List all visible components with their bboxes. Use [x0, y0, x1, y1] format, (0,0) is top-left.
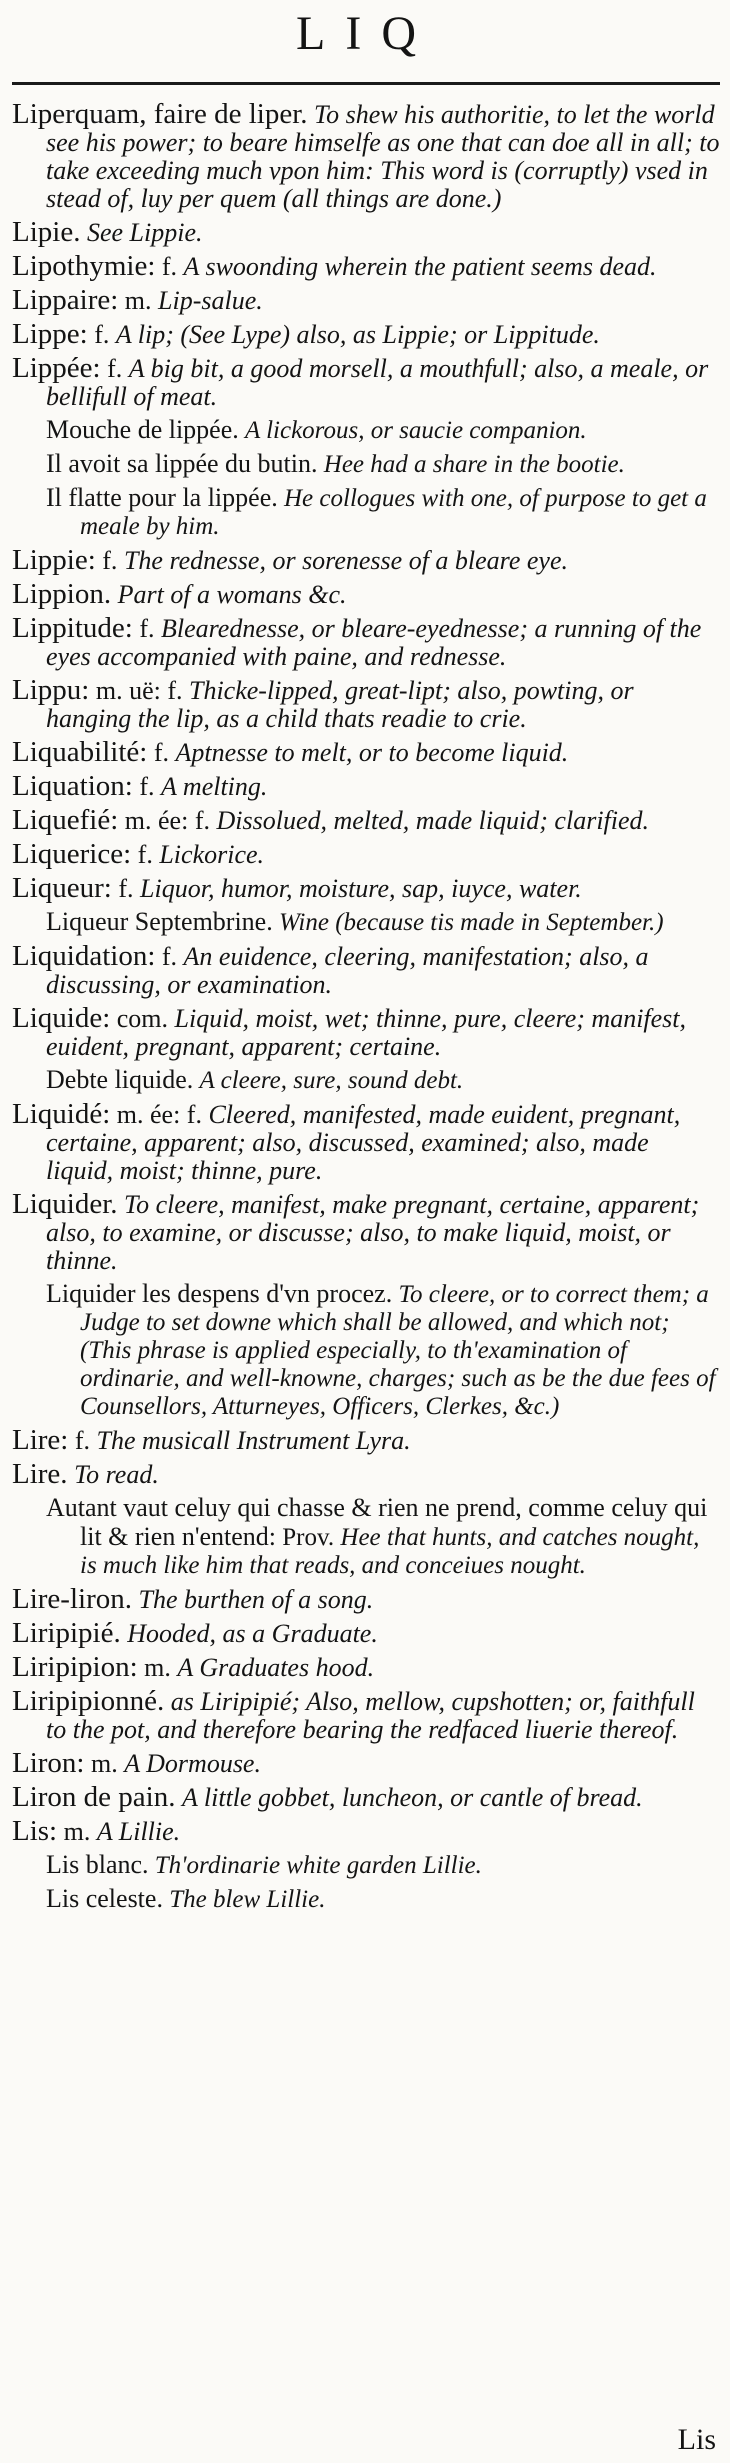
- dictionary-entry: [12, 1749, 720, 1778]
- dictionary-entry: [12, 218, 720, 247]
- grammar-label: m.: [91, 1749, 118, 1778]
- definition: The blew Lillie.: [169, 1886, 326, 1913]
- grammar-label: f.: [139, 772, 155, 801]
- headword: Lire:: [12, 1424, 69, 1456]
- definition: Thicke-lipped, great-lipt; also, powting, or hanging the lip, as a child thats readie to crie.: [46, 676, 634, 733]
- definition: A swoonding wherein the patient seems dead.: [183, 252, 657, 281]
- headword: Liquider les despens d'vn procez.: [46, 1279, 393, 1308]
- definition: The rednesse, or sorenesse of a bleare eye.: [123, 546, 568, 575]
- grammar-label: Prov.: [282, 1524, 335, 1551]
- headword: Liron de pain.: [12, 1781, 176, 1813]
- dictionary-entry: [12, 286, 720, 315]
- definition: Blearednesse, or bleare-eyednesse; a running of the eyes accompanied with paine, and rednesse.: [46, 614, 702, 671]
- dictionary-entry: [12, 546, 720, 575]
- headword: Liquidation:: [12, 940, 156, 972]
- sub-entry: [12, 484, 720, 541]
- definition: A Lillie.: [96, 1817, 181, 1846]
- grammar-label: f.: [118, 874, 134, 903]
- dictionary-entry: [12, 320, 720, 349]
- headword: Liquefié:: [12, 804, 119, 836]
- headword: Lipie.: [12, 216, 81, 248]
- definition: A melting.: [161, 772, 268, 801]
- headword: Il flatte pour la lippée.: [46, 483, 278, 512]
- dictionary-entry: [12, 580, 720, 609]
- headword: Liqueur Septembrine.: [46, 907, 273, 936]
- grammar-label: f.: [107, 354, 123, 383]
- headword: Liripipié.: [12, 1617, 121, 1649]
- definition: Cleered, manifested, made euident, pregnant, certaine, apparent; also, discussed, examined; also, made liquid, moist; thinne, pure.: [46, 1100, 681, 1185]
- headword: Liquide:: [12, 1002, 111, 1034]
- headword: Lis:: [12, 1815, 58, 1847]
- headword: Autant vaut celuy qui chasse & rien ne prend, comme celuy qui lit & rien n'entend:: [46, 1493, 708, 1551]
- dictionary-entry: [12, 1426, 720, 1455]
- entry-list: [12, 100, 720, 1914]
- grammar-label: m. ée: f.: [124, 806, 210, 835]
- definition: Lip-salue.: [158, 286, 263, 315]
- sub-entry: [12, 908, 720, 937]
- catchword: Lis: [677, 2423, 716, 2456]
- dictionary-entry: [12, 738, 720, 767]
- headword: Liperquam, faire de liper.: [12, 98, 308, 130]
- headword: Liquation:: [12, 770, 133, 802]
- grammar-label: f.: [74, 1426, 91, 1455]
- sub-entry: [12, 450, 720, 479]
- dictionary-entry: [12, 1687, 720, 1744]
- headword: Liquerice:: [12, 838, 132, 870]
- dictionary-entry: [12, 874, 720, 903]
- headword: Lippaire:: [12, 284, 119, 316]
- sub-entry: [12, 1885, 720, 1914]
- definition: A big bit, a good morsell, a mouthfull; also, a meale, or bellifull of meat.: [46, 354, 709, 411]
- dictionary-entry: [12, 1460, 720, 1489]
- headword: Lippe:: [12, 318, 88, 350]
- definition: Lickorice.: [159, 840, 265, 869]
- page-title: LIQ: [296, 7, 436, 60]
- definition: A lickorous, or saucie companion.: [245, 417, 587, 444]
- headword: Liqueur:: [12, 872, 112, 904]
- dictionary-entry: [12, 1190, 720, 1275]
- grammar-label: com.: [116, 1004, 169, 1033]
- headword: Lire-liron.: [12, 1583, 132, 1615]
- grammar-label: m.: [124, 286, 152, 315]
- dictionary-entry: [12, 1585, 720, 1614]
- dictionary-entry: [12, 676, 720, 733]
- definition: See Lippie.: [86, 218, 203, 247]
- sub-entry: [12, 1280, 720, 1421]
- definition: Hee that hunts, and catches nought, is much like him that reads, and conceiues nought.: [80, 1524, 700, 1579]
- dictionary-entry: [12, 252, 720, 281]
- grammar-label: m.: [63, 1817, 91, 1846]
- headword: Lis celeste.: [46, 1884, 163, 1913]
- dictionary-entry: [12, 614, 720, 671]
- definition: The burthen of a song.: [138, 1585, 374, 1614]
- sub-entry: [12, 1851, 720, 1880]
- dictionary-entry: [12, 840, 720, 869]
- headword: Lippée:: [12, 352, 101, 384]
- header-rule: [12, 82, 720, 85]
- grammar-label: f.: [153, 738, 169, 767]
- sub-entry: [12, 416, 720, 445]
- headword: Lipothymie:: [12, 250, 156, 282]
- dictionary-entry: [12, 1619, 720, 1648]
- definition: Dissolued, melted, made liquid; clarified.: [216, 806, 650, 835]
- definition: Wine (because tis made in September.): [278, 909, 664, 936]
- dictionary-entry: [12, 772, 720, 801]
- dictionary-entry: [12, 1817, 720, 1846]
- definition: A Dormouse.: [124, 1749, 261, 1778]
- grammar-label: f.: [161, 942, 178, 971]
- grammar-label: f.: [102, 546, 118, 575]
- definition: To cleere, or to correct them; a Judge to set downe which shall be allowed, and which not; (This phrase is applied especially, to th'examination of ordinarie, and well-knowne, charges; such as be the due fees of Counsellors, Atturneyes, Officers, Clerkes, &c.): [80, 1281, 716, 1420]
- dictionary-entry: [12, 354, 720, 411]
- headword: Liquabilité:: [12, 736, 148, 768]
- headword: Liron:: [12, 1747, 85, 1779]
- definition: Liquor, humor, moisture, sap, iuyce, water.: [140, 874, 582, 903]
- definition: Liquid, moist, wet; thinne, pure, cleere; manifest, euident, pregnant, apparent; certaine.: [46, 1004, 687, 1061]
- definition: An euidence, cleering, manifestation; also, a discussing, or examination.: [46, 942, 649, 999]
- dictionary-entry: [12, 1653, 720, 1682]
- definition: A little gobbet, luncheon, or cantle of bread.: [181, 1783, 643, 1812]
- sub-entry: [12, 1494, 720, 1580]
- definition: Th'ordinarie white garden Lillie.: [154, 1852, 482, 1879]
- definition: Hee had a share in the bootie.: [323, 451, 625, 478]
- definition: Hooded, as a Graduate.: [127, 1619, 378, 1648]
- headword: Debte liquide.: [46, 1065, 194, 1094]
- headword: Lippion.: [12, 578, 112, 610]
- definition: To shew his authoritie, to let the world see his power; to beare himselfe as one that can doe all in all; to take exceeding much vpon him: This word is (corruptly) vsed in stead of, luy per quem (all things are done.): [46, 100, 720, 213]
- grammar-label: m.: [144, 1653, 171, 1682]
- definition: Part of a womans &c.: [117, 580, 347, 609]
- grammar-label: f.: [94, 320, 110, 349]
- headword: Mouche de lippée.: [46, 415, 239, 444]
- definition: Aptnesse to melt, or to become liquid.: [175, 738, 569, 767]
- headword: Liquider.: [12, 1188, 118, 1220]
- definition: as Liripipié; Also, mellow, cupshotten; or, faithfull to the pot, and therefore bearing the redfaced liuerie thereof.: [46, 1687, 695, 1744]
- headword: Lire.: [12, 1458, 68, 1490]
- definition: He collogues with one, of purpose to get a meale by him.: [80, 485, 707, 540]
- page-header: [12, 0, 720, 86]
- headword: Il avoit sa lippée du butin.: [46, 449, 318, 478]
- dictionary-entry: [12, 1783, 720, 1812]
- dictionary-entry: [12, 1100, 720, 1185]
- headword: Liripipionné.: [12, 1685, 165, 1717]
- grammar-label: f.: [137, 840, 153, 869]
- grammar-label: m. uë: f.: [95, 676, 183, 705]
- definition: A Graduates hood.: [177, 1653, 375, 1682]
- headword: Lis blanc.: [46, 1850, 149, 1879]
- dictionary-entry: [12, 100, 720, 213]
- definition: To read.: [74, 1460, 159, 1489]
- headword: Liripipion:: [12, 1651, 138, 1683]
- dictionary-entry: [12, 942, 720, 999]
- grammar-label: f.: [161, 252, 178, 281]
- definition: To cleere, manifest, make pregnant, certaine, apparent; also, to examine, or discusse; also, to make liquid, moist, or thinne.: [46, 1190, 700, 1275]
- definition: A cleere, sure, sound debt.: [199, 1067, 464, 1094]
- grammar-label: m. ée: f.: [116, 1100, 202, 1129]
- sub-entry: [12, 1066, 720, 1095]
- headword: Lippie:: [12, 544, 96, 576]
- headword: Liquidé:: [12, 1098, 111, 1130]
- dictionary-entry: [12, 1004, 720, 1061]
- grammar-label: f.: [139, 614, 155, 643]
- definition: A lip; (See Lype) also, as Lippie; or Lippitude.: [115, 320, 600, 349]
- headword: Lippu:: [12, 674, 90, 706]
- definition: The musicall Instrument Lyra.: [96, 1426, 411, 1455]
- headword: Lippitude:: [12, 612, 133, 644]
- dictionary-entry: [12, 806, 720, 835]
